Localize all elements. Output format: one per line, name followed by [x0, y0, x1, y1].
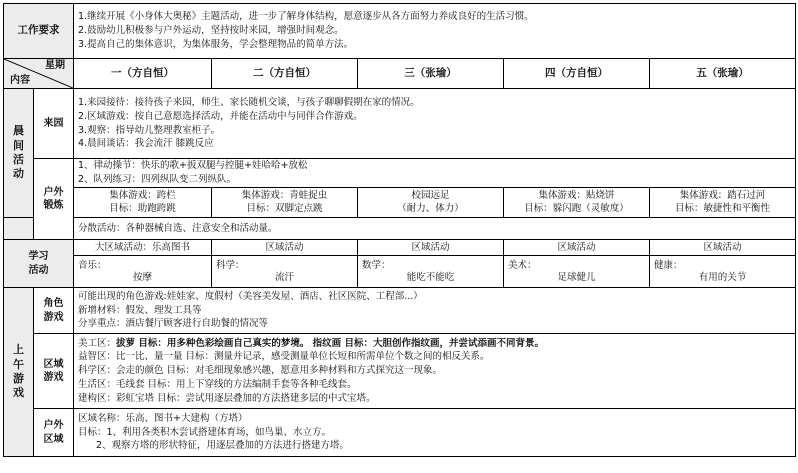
area-head: 科学区： [78, 365, 117, 377]
forenoon-games-text: 上午游戏 [13, 343, 24, 400]
game-cell-wed [358, 188, 504, 218]
role-play-line: 可能出现的角色游戏:娃娃家、度假村（美容美发屋、酒店、社区医院、工程部...） [78, 290, 423, 302]
morning-activity-text: 晨间活动 [13, 124, 24, 181]
requirement-line: 1.继续开展《小身体大奥秘》主题活动，进一步了解身体结构，愿意逐步从各方面努力养成良好的生活习惯。 [78, 11, 534, 23]
area-games-row [4, 334, 796, 409]
day-header-mon: 一（方自恒） [74, 59, 212, 89]
study-subject-mon [74, 256, 212, 288]
subject-topic: 有用的关节 [698, 271, 747, 283]
study-area-mon: 大区域活动：乐高图书 [74, 240, 212, 256]
work-requirements-label: 工作要求 [4, 4, 74, 59]
outdoor-exercise-row [4, 159, 796, 188]
day-header-wed: 三（张瑜） [358, 59, 504, 89]
weekday-axis-label: 星期 [45, 60, 65, 71]
game-title: 校园远足 [411, 189, 450, 201]
study-area-thu: 区域活动 [504, 240, 650, 256]
weekly-plan-table [3, 3, 796, 457]
arrival-line: 1.来园接待：接待孩子来园，师生、家长随机交谈，与孩子聊聊假期在家的情况。 [78, 96, 420, 108]
game-cell-tue [212, 188, 358, 218]
area-detail: 会走的颜色 目标：对毛细现象感兴趣，愿意用多种材料和方式探究这一现象。 [116, 365, 443, 377]
area-games-content [74, 334, 796, 409]
area-head: 益智区： [78, 351, 117, 363]
arrival-line: 2.区域游戏：按自己意愿选择活动，并能在活动中与同伴合作游戏。 [78, 110, 363, 122]
subject-topic: 流汗 [274, 271, 294, 283]
arrival-line: 4.晨间谈话：我会流汗 膝跳反应 [78, 138, 214, 150]
subject-topic: 按摩 [132, 271, 152, 283]
game-cell-thu [504, 188, 650, 218]
role-play-row [4, 288, 796, 334]
diagonal-header-cell [4, 59, 74, 89]
study-activity-text: 学习活动 [28, 251, 49, 276]
area-head: 生活区： [78, 378, 117, 390]
area-line-art [78, 337, 791, 351]
game-cell-mon [74, 188, 212, 218]
day-header-tue: 二（方自恒） [212, 59, 358, 89]
game-title: 集体游戏：青蛙捉虫 [241, 189, 328, 201]
outdoor-areas-label [34, 409, 74, 457]
area-detail: 彩虹宝塔 目标：尝试用逐层叠加的方法搭建多层的中式宝塔。 [116, 392, 376, 404]
outdoor-areas-row [4, 409, 796, 457]
game-goal: 目标：双脚定点跳 [246, 202, 323, 214]
day-header-thu: 四（方自恒） [504, 59, 650, 89]
area-line-puzzle [78, 350, 791, 364]
role-play-content [74, 288, 796, 334]
role-play-text: 角色游戏 [43, 298, 64, 323]
morning-activity-label [4, 89, 34, 218]
area-head: 美工区： [78, 337, 117, 349]
area-detail: 比一比、量一量 目标：测量并记录，感受测量单位长短和所需单位个数之间的相反关系。 [116, 351, 490, 363]
area-games-label [34, 334, 74, 409]
game-title: 集体游戏：跨栏 [109, 189, 176, 201]
area-detail: 拔萝 目标：用多种色彩绘画自己真实的梦境。 指纹画 目标：大胆创作指纹画，并尝试添画不同背景。 [116, 337, 544, 349]
game-title: 集体游戏：贴烧饼 [538, 189, 615, 201]
outdoor-area-line: 目标：1、利用各类积木尝试搭建体育场，如鸟巢、水立方。 [78, 426, 332, 438]
outdoor-exercise-content [74, 159, 796, 188]
requirement-line: 2.鼓励幼儿积极参与户外运动，坚持按时来园，增强时间观念。 [78, 25, 344, 37]
game-goal: 目标：躲闪跑（灵敏度） [524, 202, 629, 214]
area-line-science [78, 364, 791, 378]
study-subject-tue [212, 256, 358, 288]
weekday-header-row [4, 59, 796, 89]
arrival-line: 3.观察：指导幼儿整理教室柜子。 [78, 124, 221, 136]
study-subject-wed [358, 256, 504, 288]
subject-name: 美术： [508, 259, 537, 271]
outdoor-games-row [4, 188, 796, 218]
area-line-construction [78, 392, 791, 406]
dispersed-activity-content: 分散活动：各种器械自选、注意安全和活动量。 [74, 218, 796, 240]
study-subject-fri [650, 256, 796, 288]
work-requirements-row [4, 4, 796, 59]
subject-name: 健康： [654, 259, 683, 271]
dispersed-activity-row [4, 218, 796, 240]
outdoor-exercise-label [34, 159, 74, 240]
outdoor-area-line: 2、观察方塔的形状特征，用逐层叠加的方法进行搭建方塔。 [96, 440, 350, 452]
game-goal: 目标：助跑跨跳 [109, 202, 176, 214]
game-goal: 目标：敏捷性和平衡性 [675, 202, 771, 214]
area-head: 建构区： [78, 392, 117, 404]
subject-topic: 能吃不能吃 [406, 271, 455, 283]
work-requirements-content [74, 4, 796, 59]
study-area-wed: 区域活动 [358, 240, 504, 256]
day-header-fri: 五（张瑜） [650, 59, 796, 89]
forenoon-games-label [4, 288, 34, 457]
area-games-text: 区域游戏 [43, 358, 64, 383]
requirement-line: 3.提高自己的集体意识，为集体服务，学会整理物品的简单方法。 [78, 38, 354, 50]
study-activity-label [4, 240, 74, 288]
exercise-line: 2、队列练习：四列纵队变二列纵队。 [78, 174, 237, 185]
role-play-label [34, 288, 74, 334]
outdoor-areas-text: 户外区域 [43, 420, 64, 445]
subject-name: 音乐： [78, 259, 107, 271]
outdoor-exercise-text: 户外锻炼 [43, 186, 64, 211]
morning-arrival-row [4, 89, 796, 159]
arrival-content [74, 89, 796, 159]
study-subjects-row [4, 256, 796, 288]
content-axis-label: 内容 [10, 74, 30, 86]
area-detail: 毛线套 目标：用上下穿线的方法编制手套等各种毛线套。 [116, 378, 357, 390]
outdoor-area-line: 区域名称：乐高、图书+大建构（方塔） [78, 412, 248, 424]
study-area-fri: 区域活动 [650, 240, 796, 256]
exercise-line: 1、律动操节：快乐的歌+扳双腿与控腿+娃哈哈+放松 [78, 160, 308, 172]
area-line-life [78, 378, 791, 392]
subject-topic: 足球健儿 [557, 271, 596, 283]
game-title: 集体游戏：踏石过河 [679, 189, 766, 201]
subject-name: 数学： [362, 259, 391, 271]
subject-name: 科学： [216, 259, 245, 271]
game-goal: （耐力、体力） [397, 202, 464, 214]
morning-label-spacer [4, 218, 34, 240]
arrival-label: 来园 [34, 89, 74, 159]
study-subject-thu [504, 256, 650, 288]
role-play-line: 新增材料：假发、理发工具等 [78, 304, 202, 316]
study-areas-row [4, 240, 796, 256]
game-cell-fri [650, 188, 796, 218]
outdoor-areas-content [74, 409, 796, 457]
study-area-tue: 区域活动 [212, 240, 358, 256]
role-play-line: 分享重点：酒店餐厅顾客进行自助餐的情况等 [78, 318, 269, 330]
